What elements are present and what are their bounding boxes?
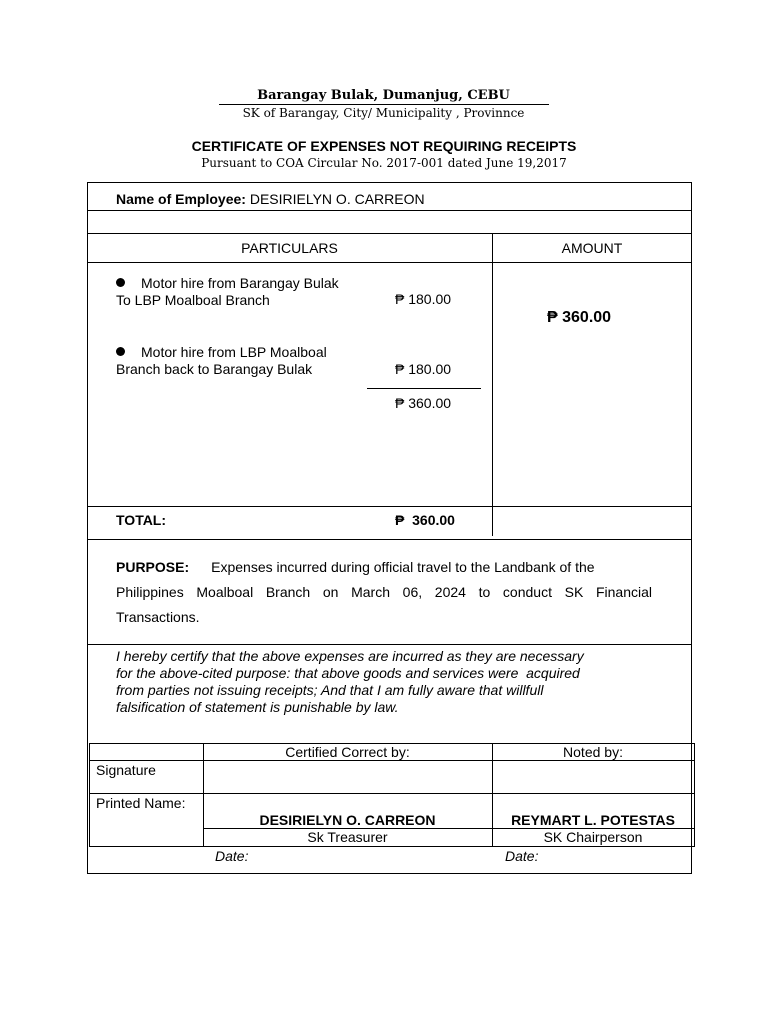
item-line-1: Motor hire from LBP Moalboal xyxy=(141,344,327,360)
subtotal-amount: ₱ 360.00 xyxy=(395,395,452,411)
subtotal-rule xyxy=(367,388,481,389)
employee-label: Name of Employee: xyxy=(116,191,246,207)
purpose-label: PURPOSE: xyxy=(116,559,190,575)
sig-right-edge xyxy=(694,743,695,847)
certified-date-label: Date: xyxy=(215,848,249,864)
certified-position: Sk Treasurer xyxy=(307,829,388,845)
employee-name: DESIRIELYN O. CARREON xyxy=(249,191,425,207)
item-amount: ₱ 180.00 xyxy=(395,291,452,307)
total-value: ₱ 360.00 xyxy=(395,512,455,528)
purpose-line-2: Philippines Moalboal Branch on March 06, 2024 to conduct SK Financial xyxy=(116,584,652,600)
certified-correct-label: Certified Correct by: xyxy=(285,744,410,760)
list-item xyxy=(116,275,339,309)
printed-name-label: Printed Name: xyxy=(96,795,186,811)
table-header-divider xyxy=(87,262,692,263)
purpose-block xyxy=(116,555,652,630)
certification-line-3: from parties not issuing receipts; And that I am fully aware that willfull xyxy=(116,682,544,698)
table-column-divider xyxy=(492,233,493,536)
amount-header: AMOUNT xyxy=(561,240,623,256)
noted-name: REYMART L. POTESTAS xyxy=(511,812,675,828)
noted-by-label: Noted by: xyxy=(563,744,623,760)
document-subtitle: Pursuant to COA Circular No. 2017-001 dated June 19,2017 xyxy=(201,156,567,170)
sig-line-header xyxy=(89,760,694,761)
signature-label: Signature xyxy=(96,762,156,778)
purpose-divider xyxy=(87,644,692,645)
document-title: CERTIFICATE OF EXPENSES NOT REQUIRING RECEIPTS xyxy=(191,138,577,154)
item-line-2: Branch back to Barangay Bulak xyxy=(116,361,313,377)
sig-line-position xyxy=(89,846,694,847)
certification-line-2: for the above-cited purpose: that above goods and services were acquired xyxy=(116,665,580,681)
certification-statement xyxy=(116,648,646,716)
noted-date-label: Date: xyxy=(505,848,539,864)
certified-name: DESIRIELYN O. CARREON xyxy=(259,812,436,828)
item-line-1: Motor hire from Barangay Bulak xyxy=(141,275,339,291)
total-divider-bottom xyxy=(87,539,692,540)
list-item xyxy=(116,344,327,378)
item-line-2: To LBP Moalboal Branch xyxy=(116,292,270,308)
office-underline xyxy=(219,104,549,105)
total-divider-top xyxy=(87,506,692,507)
certification-line-1: I hereby certify that the above expenses are incurred as they are necessary xyxy=(116,648,584,664)
sig-left-edge xyxy=(89,743,90,847)
noted-position: SK Chairperson xyxy=(543,829,643,845)
section-divider xyxy=(87,233,692,234)
particulars-header: PARTICULARS xyxy=(241,240,338,256)
total-label: TOTAL: xyxy=(116,512,167,528)
office-caption: SK of Barangay, City/ Municipality , Provinnce xyxy=(242,106,525,120)
employee-row xyxy=(116,191,425,207)
purpose-line-1: Expenses incurred during official travel to the Landbank of the xyxy=(211,559,595,575)
certification-line-4: falsification of statement is punishable by law. xyxy=(116,699,399,715)
bullet-icon xyxy=(116,278,125,287)
office-name: Barangay Bulak, Dumanjug, CEBU xyxy=(257,88,510,103)
purpose-line-3: Transactions. xyxy=(116,609,200,625)
item-amount: ₱ 180.00 xyxy=(395,361,452,377)
employee-divider xyxy=(87,210,692,211)
sig-line-signature xyxy=(89,793,694,794)
bullet-icon xyxy=(116,347,125,356)
amount-value: ₱ 360.00 xyxy=(547,309,612,326)
